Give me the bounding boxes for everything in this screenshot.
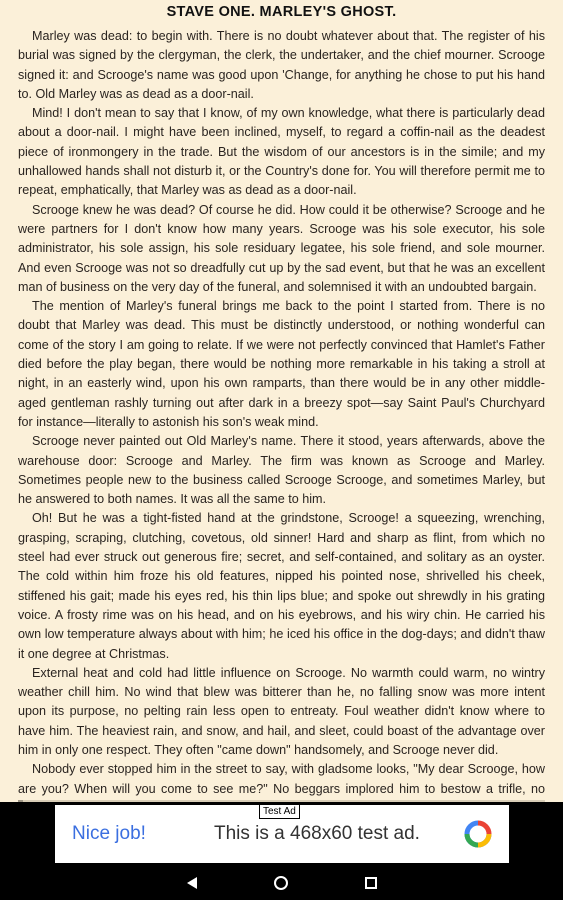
ad-network-logo-icon[interactable]	[463, 819, 493, 849]
paragraph: The mention of Marley's funeral brings me back to the point I started from. There is no doubt that Marley was dead. This must be distinctly understood, or nothing wonderful can come of the story I am going to relate. If we were not perfectly convinced that Hamlet's Father died before the play began, there would be nothing more remarkable in his taking a stroll at night, in an easterly wind, upon his own ramparts, than there would be in any other middle-aged gentleman rashly turning out after dark in a breezy spot—say Saint Paul's Churchyard for instance—literally to astonish his son's weak mind.	[18, 299, 545, 429]
paragraph: Oh! But he was a tight-fisted hand at the grindstone, Scrooge! a squeezing, wrenching, grasping, scraping, clutching, covetous, old sinner! Hard and sharp as flint, from which no steel had ever struck out generous fire; secret, and self-contained, and solitary as an oyster. The cold within him froze his old features, nipped his pointed nose, shrivelled his cheek, stiffened his gait; made his eyes red, his thin lips blue; and spoke out shrewdly in his grating voice. A frosty rime was on his head, and on his eyebrows, and his wiry chin. He carried his own low temperature always about with him; he iced his office in the dog-days; and didn't thaw it one degree at Christmas.	[18, 511, 545, 661]
paragraph: Marley was dead: to begin with. There is no doubt whatever about that. The register of his burial was signed by the clergyman, the clerk, the undertaker, and the chief mourner. Scrooge signed it: and Scrooge's name was good upon 'Change, for anything he chose to put his hand to. Old Marley was as dead as a door-nail.	[18, 29, 545, 101]
paragraph: Scrooge never painted out Old Marley's name. There it stood, years afterwards, above the warehouse door: Scrooge and Marley. The firm was known as Scrooge and Marley. Sometimes people new to the business called Scrooge Scrooge, and sometimes Marley, but he answered to both names. It was all the same to him.	[18, 434, 545, 507]
back-triangle-icon	[185, 876, 199, 890]
back-button[interactable]	[181, 872, 203, 894]
paragraph: Nobody ever stopped him in the street to say, with gladsome looks, "My dear Scrooge, how are you? When will you come to see me?" No beggars implored him to bestow a trifle, no	[18, 762, 545, 796]
home-circle-icon	[273, 875, 289, 891]
ad-message: This is a 468x60 test ad.	[214, 823, 420, 844]
paragraph: External heat and cold had little influence on Scrooge. No warmth could warm, no wintry weather chill him. No wind that blew was bitterer than he, no falling snow was more intent upon its purpose, no pelting rain less open to entreaty. Foul weather didn't know where to have him. The heaviest rain, and snow, and hail, and sleet, could boast of the advantage over him in only one respect. They often "came down" handsomely, and Scrooge never did.	[18, 665, 545, 757]
chapter-body	[18, 27, 545, 802]
ad-cta-text[interactable]: Nice job!	[72, 823, 146, 844]
chapter-title: STAVE ONE. MARLEY'S GHOST.	[166, 4, 397, 20]
test-ad-badge: Test Ad	[259, 804, 300, 819]
paragraph: Mind! I don't mean to say that I know, of my own knowledge, what there is particularly dead about a door-nail. I might have been inclined, myself, to regard a coffin-nail as the deadest piece of ironmongery in the trade. But the wisdom of our ancestors is in the simile; and my unhallowed hands shall not disturb it, or the Country's done for. You will therefore permit me to repeat, emphatically, that Marley was as dead as a door-nail.	[18, 106, 545, 198]
paragraph: Scrooge knew he was dead? Of course he did. How could it be otherwise? Scrooge and he were partners for I don't know how many years. Scrooge was his sole executor, his sole administrator, his sole assign, his sole residuary legatee, his sole friend, and sole mourner. And even Scrooge was not so dreadfully cut up by the sad event, but that he was an excellent man of business on the very day of the funeral, and solemnised it with an undoubted bargain.	[18, 202, 545, 294]
recents-button[interactable]	[360, 872, 382, 894]
home-button[interactable]	[270, 872, 292, 894]
android-navigation-bar	[0, 866, 563, 900]
recents-square-icon	[364, 876, 378, 890]
